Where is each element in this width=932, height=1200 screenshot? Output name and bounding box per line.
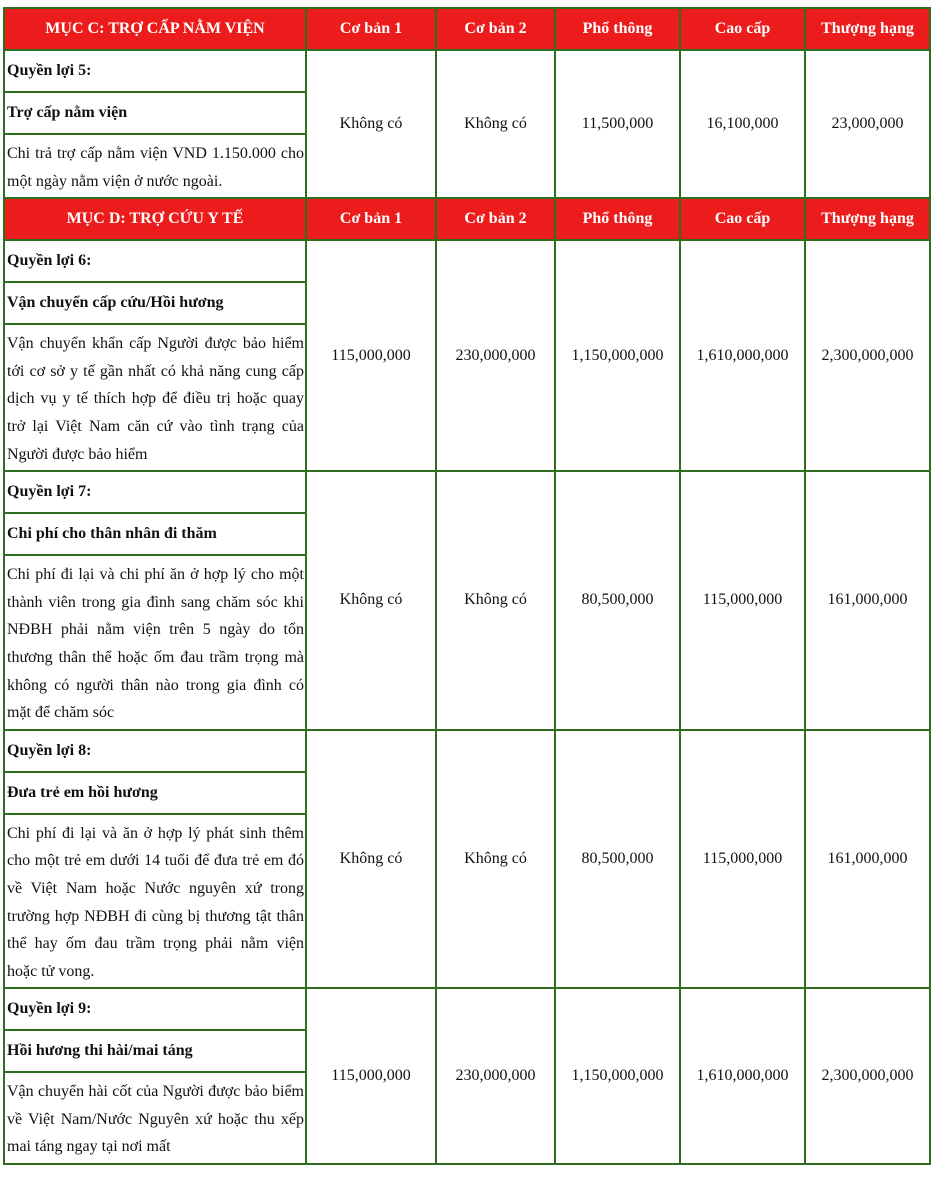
benefit-label-cell [4,471,306,730]
benefit-number: Quyền lợi 9: [5,989,305,1031]
benefit-value: 1,610,000,000 [680,988,805,1164]
benefit-value: 23,000,000 [805,50,930,198]
benefit-title: Đưa trẻ em hồi hương [5,773,305,815]
benefit-value: 230,000,000 [436,240,555,471]
benefit-label-cell [4,240,306,471]
benefit-label-cell [4,988,306,1164]
benefit-title: Chi phí cho thân nhân đi thăm [5,514,305,556]
benefit-title: Hồi hương thi hài/mai táng [5,1031,305,1073]
section-title: MỤC D: TRỢ CỨU Y TẾ [4,198,306,240]
benefit-row-8 [4,730,930,989]
benefit-value: 115,000,000 [680,471,805,730]
benefit-title: Trợ cấp nằm viện [5,93,305,135]
benefit-value: 11,500,000 [555,50,680,198]
column-header-co-ban-2: Cơ bản 2 [436,198,555,240]
benefit-description: Chi phí đi lại và ăn ở hợp lý phát sinh thêm cho một trẻ em dưới 14 tuổi để đưa trẻ em đó về Việt Nam hoặc Nước nguyên xứ trong trường hợp NĐBH đi cùng bị thương tật thân thể hay ốm đau trầm trọng phải nằm viện hoặc tử vong. [7,824,304,980]
benefit-description: Chi phí đi lại và chi phí ăn ở hợp lý cho một thành viên trong gia đình sang chăm sóc khi NĐBH phải nằm viện trên 5 ngày do tổn thương thân thể hoặc ốm đau trầm trọng mà không có người thân nào trong gia đình có mặt để chăm sóc [7,566,304,722]
benefit-number: Quyền lợi 7: [5,472,305,514]
benefit-value: 230,000,000 [436,988,555,1164]
benefit-value: Không có [436,50,555,198]
benefit-value: 161,000,000 [805,471,930,730]
column-header-co-ban-1: Cơ bản 1 [306,8,436,50]
benefit-description: Chi trả trợ cấp nằm viện VND 1.150.000 cho một ngày nằm viện ở nước ngoài. [7,145,304,190]
benefit-value: 80,500,000 [555,730,680,989]
column-header-pho-thong: Phổ thông [555,8,680,50]
benefits-table [3,7,931,1165]
benefit-value: 1,610,000,000 [680,240,805,471]
benefit-value: 115,000,000 [306,988,436,1164]
benefit-value: 2,300,000,000 [805,240,930,471]
benefit-value: 115,000,000 [306,240,436,471]
benefit-row-5 [4,50,930,198]
column-header-thuong-hang: Thượng hạng [805,8,930,50]
section-title: MỤC C: TRỢ CẤP NẰM VIỆN [4,8,306,50]
benefit-value: 16,100,000 [680,50,805,198]
column-header-thuong-hang: Thượng hạng [805,198,930,240]
benefit-row-9 [4,988,930,1164]
benefit-value: Không có [306,50,436,198]
column-header-cao-cap: Cao cấp [680,8,805,50]
section-header-d [4,198,930,240]
benefit-value: 80,500,000 [555,471,680,730]
benefit-value: 115,000,000 [680,730,805,989]
benefit-number: Quyền lợi 5: [5,51,305,93]
benefit-value: 161,000,000 [805,730,930,989]
benefit-value: 1,150,000,000 [555,988,680,1164]
benefit-value: 2,300,000,000 [805,988,930,1164]
benefit-row-7 [4,471,930,730]
benefit-value: Không có [436,730,555,989]
section-header-c [4,8,930,50]
benefit-label-cell [4,730,306,989]
benefit-value: 1,150,000,000 [555,240,680,471]
benefit-value: Không có [436,471,555,730]
benefit-description: Vận chuyển hài cốt của Người được bảo biểm về Việt Nam/Nước Nguyên xứ hoặc thu xếp mai táng ngay tại nơi mất [7,1083,304,1156]
benefit-label-cell [4,50,306,198]
benefit-value: Không có [306,471,436,730]
benefit-number: Quyền lợi 6: [5,241,305,283]
column-header-co-ban-2: Cơ bản 2 [436,8,555,50]
column-header-pho-thong: Phổ thông [555,198,680,240]
benefit-row-6 [4,240,930,471]
benefit-description: Vận chuyển khẩn cấp Người được bảo hiểm tới cơ sở y tế gần nhất có khả năng cung cấp dịch vụ y tế thích hợp để điều trị hoặc quay trở lại Việt Nam căn cứ vào tình trạng của Người được bảo hiểm [7,335,304,463]
column-header-cao-cap: Cao cấp [680,198,805,240]
benefit-title: Vận chuyển cấp cứu/Hồi hương [5,283,305,325]
benefit-number: Quyền lợi 8: [5,731,305,773]
benefit-value: Không có [306,730,436,989]
column-header-co-ban-1: Cơ bản 1 [306,198,436,240]
